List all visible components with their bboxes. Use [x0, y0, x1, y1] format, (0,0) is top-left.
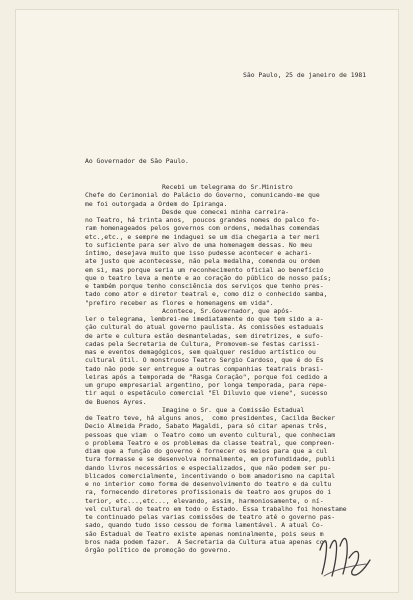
body-line: que o teatro leva a mente e ao coração do público de nosso país;	[85, 273, 332, 282]
body-line: cultural útil. O monstruoso Teatro Sergio Cardoso, que é do Es	[85, 356, 324, 365]
body-line: diam que a função do governo é fornecer os meios para que a cul	[85, 447, 328, 455]
body-line: Acontece, Sr.Governador, que após-	[85, 306, 293, 315]
body-line: Decio Almeida Prado, Sabato Magaldi, para só citar apenas três,	[85, 422, 328, 431]
body-line: ate justo que acontecesse, não pela medalha, comenda ou ordem	[85, 257, 320, 266]
body-line: te continuado pelas varias comissões de teatro até o governo pas-	[85, 513, 336, 521]
addressee: Ao Governador de São Paulo.	[85, 157, 189, 165]
body-line: Desde que comecei minha carreira-	[85, 207, 289, 216]
body-line: tado como ator e diretor teatral e, como diz o conhecido samba,	[85, 290, 328, 299]
body-line: em si, mas porque seria um reconhecimento oficial ao benefício	[85, 265, 324, 274]
body-line: cadas pela Secretaria de Cultura, Promovem-se festas carissi-	[85, 339, 320, 348]
body-line: "prefiro receber as flores e homenagens em vida".	[85, 298, 274, 307]
body-line: de Teatro teve, há alguns anos, como presidentes, Cacilda Becker	[85, 414, 336, 422]
body-line: Chefe do Cerimonial do Palácio do Governo, comunicando-me que	[85, 191, 320, 200]
body-line: tir aqui o espetáculo comercial "El Diluvio que viene", sucesso	[85, 389, 328, 398]
body-line: íntimo, desejava muito que isso pudesse acontecer e achari-	[85, 249, 313, 257]
body-line: terior, etc...,etc..., elevando, assim, harmoniosamente, o ní-	[85, 496, 324, 505]
body-line: ler o telegrama, lembrei-me imediatamente do que tem sido a a-	[85, 315, 324, 323]
body-line: de Buenos Ayres.	[85, 397, 147, 406]
body-line: vel cultural do teatro em todo o Estado. Essa trabalho foi honestame	[85, 504, 347, 513]
body-line: no Teatro, há trinta anos, poucos grandes nomes do palco fo-	[85, 216, 320, 224]
body-line: órgão político de promoção do governo.	[85, 546, 232, 554]
body-line: bros nada podem fazer. A Secretaria da Cultura atua apenas co-	[85, 537, 328, 546]
body-line: leiras após a temporada de "Rasga Coração", porque foi cedido a	[85, 372, 328, 381]
body-line: o problema Teatro e os problemas da classe teatral, que compreen-	[85, 438, 336, 447]
body-line: tado não pode ser entregue a outras companhias teatrais brasi-	[85, 364, 324, 373]
body-line: sado, quando tudo isso cessou de forma lamentável. A atual Co-	[85, 521, 324, 530]
letter-body	[85, 183, 347, 554]
body-line: e também porque tenho consciência dos serviços que tenho pres-	[85, 282, 324, 290]
body-line: me foi outorgada a Ordem do Ipiranga.	[85, 199, 228, 208]
body-line: dando livros necessários e especializados, que não podem ser pu-	[85, 463, 332, 472]
letter-page	[16, 10, 398, 592]
body-line: mas e eventos demagógicos, sem qualquer resíduo artístico ou	[85, 348, 316, 356]
body-line: são Estadual de Teatro existe apenas nominalmente, pois seus m	[85, 529, 324, 538]
body-line: tura formasse e se desenvolva normalmente, em profundidade, publi	[85, 455, 336, 464]
dateline: São Paulo, 25 de janeiro de 1981	[243, 71, 367, 79]
body-line: de arte e cultura estão desmanteladas, sem diretrizes, e sufo-	[85, 331, 324, 340]
body-line: to suficiente para ser alvo de uma homenagem dessas. No meu	[85, 240, 313, 249]
body-line: um grupo empresarial argentino, por longa temporada, para repe-	[85, 381, 328, 389]
body-line: ção cultural do atual governo paulista. As comissões estaduais	[85, 323, 324, 332]
body-line: e no interior como forma de desenvolvimento do teatro e da cultu	[85, 480, 332, 488]
body-line: Imagine o Sr. que a Comissão Estadual	[85, 405, 305, 414]
body-line: ram homenageados pelos governos com ordens, medalhas comendas	[85, 224, 320, 233]
body-line: etc.,etc., e sempre me indaguei se um dia chegaria a ter meri	[85, 232, 320, 241]
body-line: pessoas que viam o Teatro como um evento cultural, que conheciam	[85, 430, 336, 439]
body-line: Recebi um telegrama do Sr.Ministro	[85, 183, 293, 191]
handwritten-signature	[316, 530, 374, 582]
body-line: blicados comercialmente, incentivando o bom amadorismo na capital	[85, 471, 336, 480]
body-line: ra, fornecendo diretores profissionais de teatro aos grupos do i	[85, 488, 332, 497]
